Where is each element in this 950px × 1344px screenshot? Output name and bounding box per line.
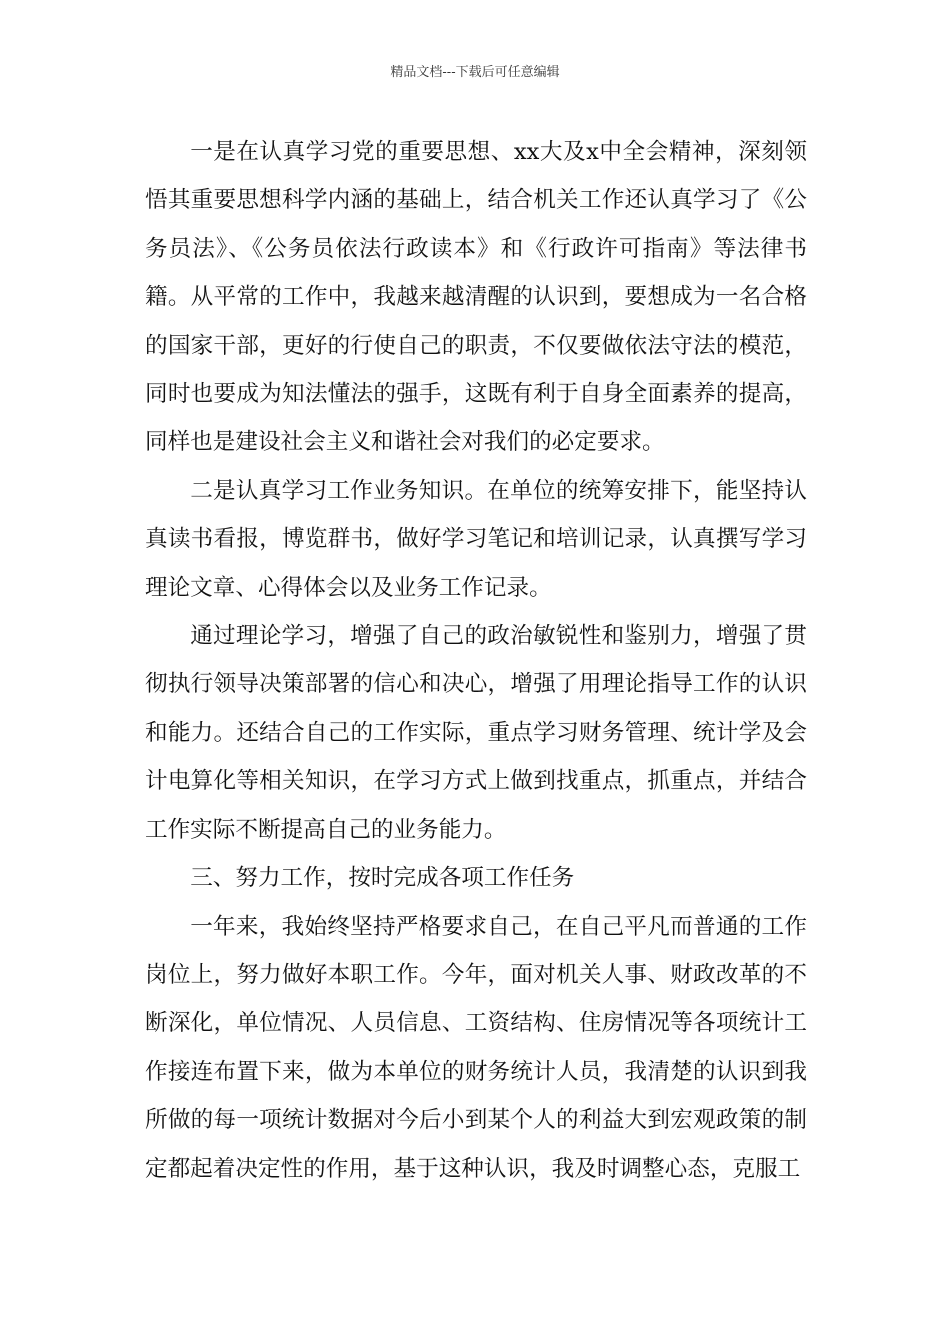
- page-header: 精品文档---下载后可任意编辑: [390, 65, 560, 80]
- paragraph-study-theory: 一是在认真学习党的重要思想、xx大及x中全会精神，深刻领悟其重要思想科学内涵的基础上，结合机关工作还认真学习了《公务员法》、《公务员依法行政读本》和《行政许可指南》等法律书籍。从平常的工作中，我越来越清醒的认识到，要想成为一名合格的国家干部，更好的行使自己的职责，不仅要做依法守法的模范，同时也要成为知法懂法的强手，这既有利于自身全面素养的提高，同样也是建设社会主义和谐社会对我们的必定要求。: [145, 139, 807, 456]
- paragraph-work-year: 一年来，我始终坚持严格要求自己，在自己平凡而普通的工作岗位上，努力做好本职工作。今年，面对机关人事、财政改革的不断深化，单位情况、人员信息、工资结构、住房情况等各项统计工作接连布置下来，做为本单位的财务统计人员，我清楚的认识到我所做的每一项统计数据对今后小到某个人的利益大到宏观政策的制定都起着决定性的作用，基于这种认识，我及时调整心态，克服工: [145, 913, 807, 1182]
- paragraph-theory-results: 通过理论学习，增强了自己的政治敏锐性和鉴别力，增强了贯彻执行领导决策部署的信心和决心，增强了用理论指导工作的认识和能力。还结合自己的工作实际，重点学习财务管理、统计学及会计电算化等相关知识，在学习方式上做到找重点，抓重点，并结合工作实际不断提高自己的业务能力。: [145, 623, 807, 843]
- section-heading-three: 三、努力工作，按时完成各项工作任务: [190, 865, 575, 892]
- document-body: [145, 128, 807, 1193]
- paragraph-study-business: 二是认真学习工作业务知识。在单位的统筹安排下，能坚持认真读书看报，博览群书，做好学习笔记和培训记录，认真撰写学习理论文章、心得体会以及业务工作记录。: [145, 477, 807, 601]
